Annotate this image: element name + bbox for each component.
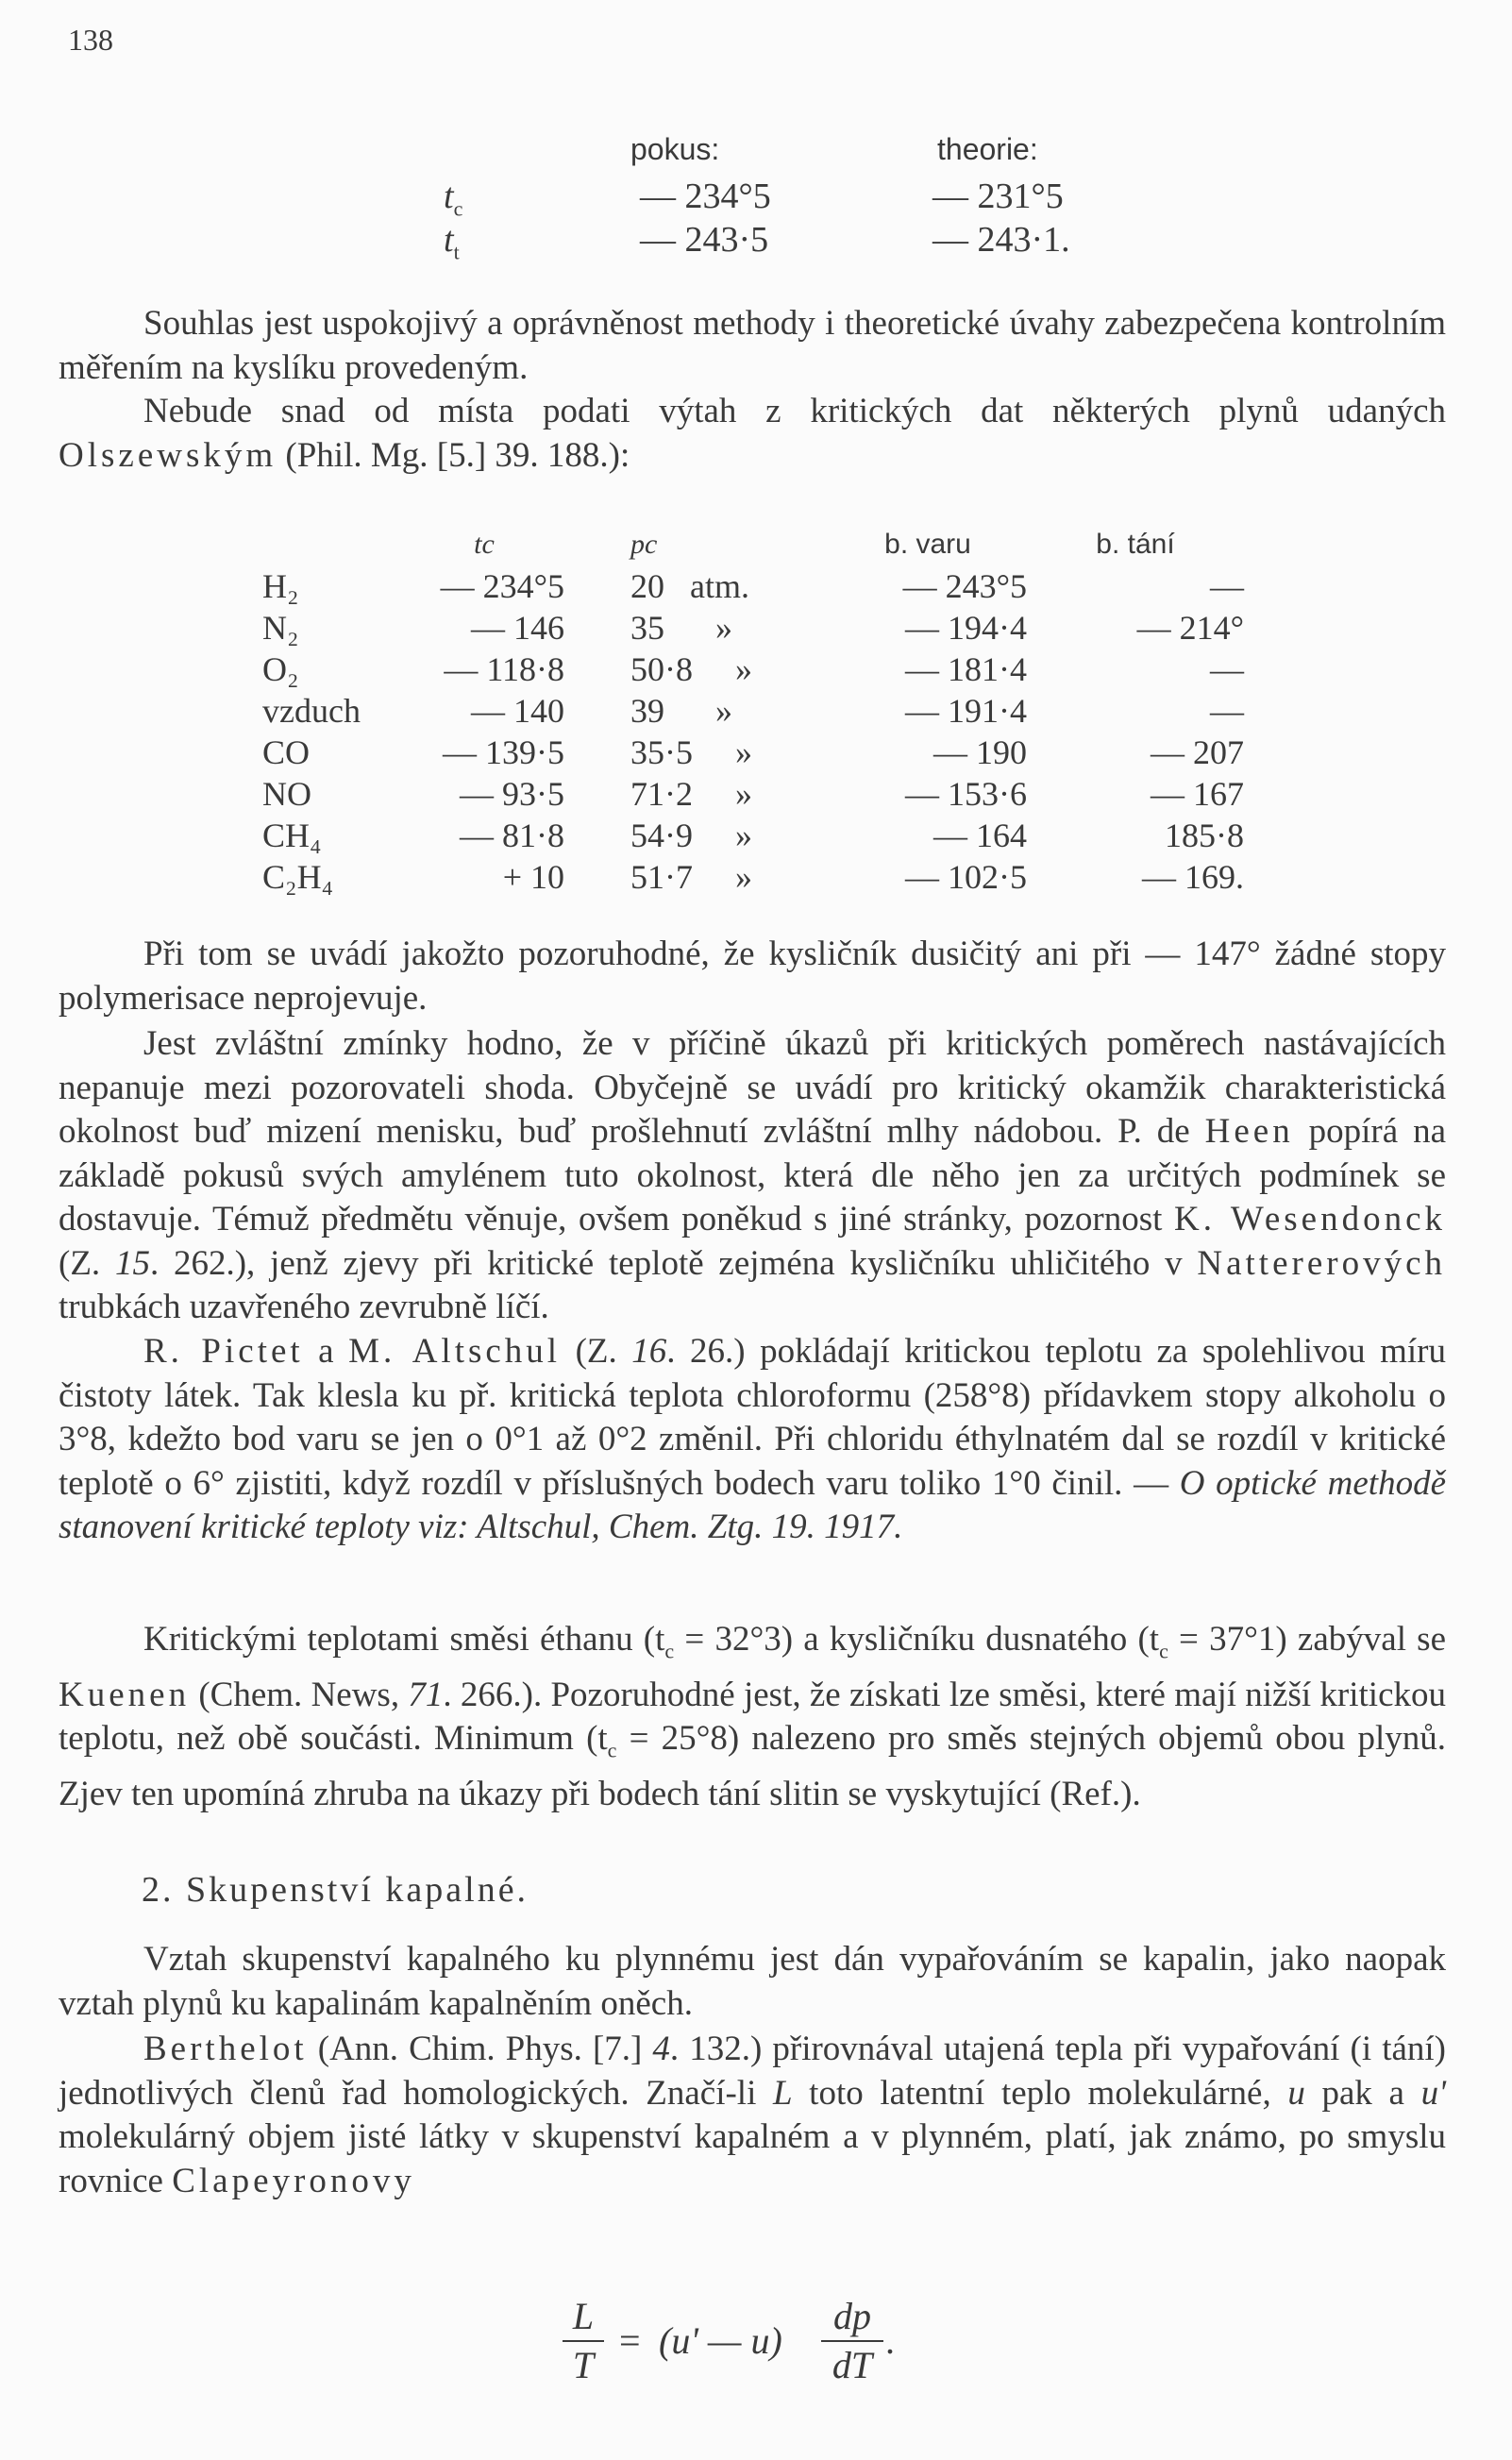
table-row: [262, 856, 1244, 898]
table-cell: — 191·4: [905, 692, 1027, 730]
table-cell: C₂H₄: [262, 858, 334, 896]
table-cell: — 234°5: [440, 567, 564, 605]
table-cell: — 214°: [1136, 609, 1244, 647]
section-title: 2. Skupenství kapalné.: [142, 1870, 529, 1910]
paragraph-polymerisation: Při tom se uvádí jakožto pozoruhodné, že kysličník dusičitý ani při — 147° žádné stopy polymerisace neprojevuje.: [59, 935, 1446, 1018]
table-row: [262, 773, 1244, 815]
formula-middle: (u' — u): [659, 2319, 782, 2362]
critical-data-table: [262, 524, 1244, 898]
table-cell: 39 »: [630, 692, 732, 730]
table-cell: — 93·5: [460, 775, 564, 813]
table-cell: vzduch: [262, 692, 361, 730]
table-header: tc: [474, 529, 495, 560]
table-cell: —: [1210, 692, 1244, 730]
table-cell: — 146: [471, 609, 564, 647]
pokus-header: pokus:: [630, 132, 720, 166]
table-cell: 71·2 »: [630, 775, 752, 813]
clapeyron-formula: [555, 2294, 895, 2398]
paragraph-kuenen: Kritickými teplotami směsi éthanu $(t_c = 32^\circ 3)$ a kysličníku dusnatého $(t_c = 37^\circ 1)$ zabýval se Kuenen (Chem. News, 71. 266.). Pozoruhodné jest, že získati lze směsi, které mají nižší kritickou teplotu, než obě součásti. Minimum $(t_c = 25^\circ 8)$ nalezeno pro směs stejných objemů obou plynů. Zjev ten upomíná zhruba na úkazy při bodech tání slitin se vyskytující (Ref.).: [59, 1620, 1447, 1814]
table-row: [262, 649, 1244, 690]
table-header-row: [262, 524, 1244, 565]
table-cell: — 194·4: [905, 609, 1027, 647]
table-cell: H₂: [262, 567, 299, 605]
paragraph-liquid-state: Vztah skupenství kapalného ku plynnému jest dán vypařováním se kapalin, jako naopak vztah plynů ku kapalinám kapalněním oněch.: [59, 1940, 1446, 2023]
table-cell: + 10: [502, 858, 564, 896]
table-cell: — 164: [933, 817, 1027, 854]
table-cell: 185·8: [1165, 817, 1244, 854]
table-row: [262, 565, 1244, 607]
table-cell: — 81·8: [460, 817, 564, 854]
paragraph-agreement: Souhlas jest uspokojivý a oprávněnost methody i theoretické úvahy zabezpečena kontrolním měřením na kyslíku provedeným.: [59, 304, 1446, 387]
table-row: [262, 815, 1244, 856]
paragraph-critical-phenomena: Jest zvláštní zmínky hodno, že v příčině úkazů při kritických poměrech nastávajících nepanuje mezi pozorovateli shoda. Obyčejně se uvádí pro kritický okamžik charakteristická okolnost buď mizení menisku, buď prošlehnutí zvláštní mlhy nádobou. P. de Heen popírá na základě pokusů svých amylénem tuto okolnost, která dle něho jen za určitých podmínek se dostavuje. Témuž předmětu věnuje, ovšem poněkud s jiné stránky, pozornost K. Wesendonck (Z. 15. 262.), jenž zjevy při kritické teplotě zejména kysličníku uhličitého v Nattererových trubkách uzavřeného zevrubně líčí.: [59, 1024, 1446, 1326]
table-cell: O₂: [262, 650, 299, 688]
table-header: b. varu: [884, 529, 971, 560]
formula-end: .: [885, 2319, 895, 2362]
paragraph-pictet: R. Pictet a M. Altschul (Z. 16. 26.) pokládají kritickou teplotu za spolehlivou míru čistoty látek. Tak klesla ku př. kritická teplota chloroformu (258°8) přídavkem stopy alkoholu o 3°8, kdežto bod varu se jen o 0°1 až 0°2 změnil. Při chloridu éthylnatém dal se rozdíl v kritické teplotě o 6° zjistiti, když rozdíl v příslušných bodech varu toliko 1°0 činil. — O optické methodě stanovení kritické teploty viz: Altschul, Chem. Ztg. 19. 1917.: [59, 1332, 1446, 1546]
table-cell: CH₄: [262, 817, 322, 854]
paragraph-berthelot: Berthelot (Ann. Chim. Phys. [7.] 4. 132.) přirovnával utajená tepla při vypařování (i tání) jednotlivých členů řad homologických. Značí-li L toto latentní teplo molekulárné, u pak a u' molekulárný objem jisté látky v skupenství kapalném a v plynném, platí, jak známo, po smyslu rovnice Clapeyronovy: [59, 2030, 1446, 2200]
formula-fraction-bar: [821, 2340, 883, 2342]
table-cell: 35 »: [630, 609, 732, 647]
table-cell: — 139·5: [443, 733, 564, 771]
table-row: [262, 607, 1244, 649]
table-cell: CO: [262, 733, 311, 771]
table-header: [262, 524, 404, 565]
formula-fraction-bar: [563, 2340, 604, 2342]
table-header: b. tání: [1096, 529, 1175, 560]
table-cell: — 169.: [1142, 858, 1244, 896]
table-cell: — 118·8: [444, 650, 564, 688]
formula-denominator-T: T: [572, 2344, 595, 2386]
table-cell: — 140: [471, 692, 564, 730]
table-cell: — 207: [1151, 733, 1244, 771]
formula-equals: =: [619, 2319, 641, 2362]
table-cell: — 167: [1151, 775, 1244, 813]
symbol-tt: $t_t$: [444, 220, 460, 264]
formula-numerator-L: L: [572, 2295, 595, 2337]
symbol-tc: $t_c$: [444, 177, 463, 221]
page-number: 138: [68, 23, 113, 57]
theorie-tt: — 243·1.: [932, 220, 1070, 260]
table-row: [262, 732, 1244, 773]
table-cell: — 181·4: [905, 650, 1027, 688]
table-cell: —: [1210, 650, 1244, 688]
formula-denominator-dT: dT: [832, 2344, 873, 2386]
table-cell: — 243°5: [902, 567, 1027, 605]
table-cell: 50·8 »: [630, 650, 752, 688]
theorie-header: theorie:: [937, 132, 1038, 166]
table-cell: — 153·6: [905, 775, 1027, 813]
table-cell: —: [1210, 567, 1244, 605]
table-cell: 54·9 »: [630, 817, 752, 854]
table-row: [262, 690, 1244, 732]
table-cell: NO: [262, 775, 311, 813]
table-cell: 51·7 »: [630, 858, 752, 896]
pokus-tc: — 234°5: [640, 177, 771, 216]
table-cell: 20 atm.: [630, 567, 749, 605]
table-header: pc: [630, 529, 658, 560]
table-cell: — 102·5: [905, 858, 1027, 896]
paragraph-intro-table: Nebude snad od místa podati výtah z kritických dat některých plynů udaných Olszewským (Phil. Mg. [5.] 39. 188.):: [59, 392, 1446, 475]
formula-numerator-dp: dp: [833, 2295, 871, 2337]
table-cell: 35·5 »: [630, 733, 752, 771]
pokus-tt: — 243·5: [640, 220, 769, 260]
table-cell: N₂: [262, 609, 299, 647]
table-cell: — 190: [933, 733, 1027, 771]
theorie-tc: — 231°5: [932, 177, 1064, 216]
